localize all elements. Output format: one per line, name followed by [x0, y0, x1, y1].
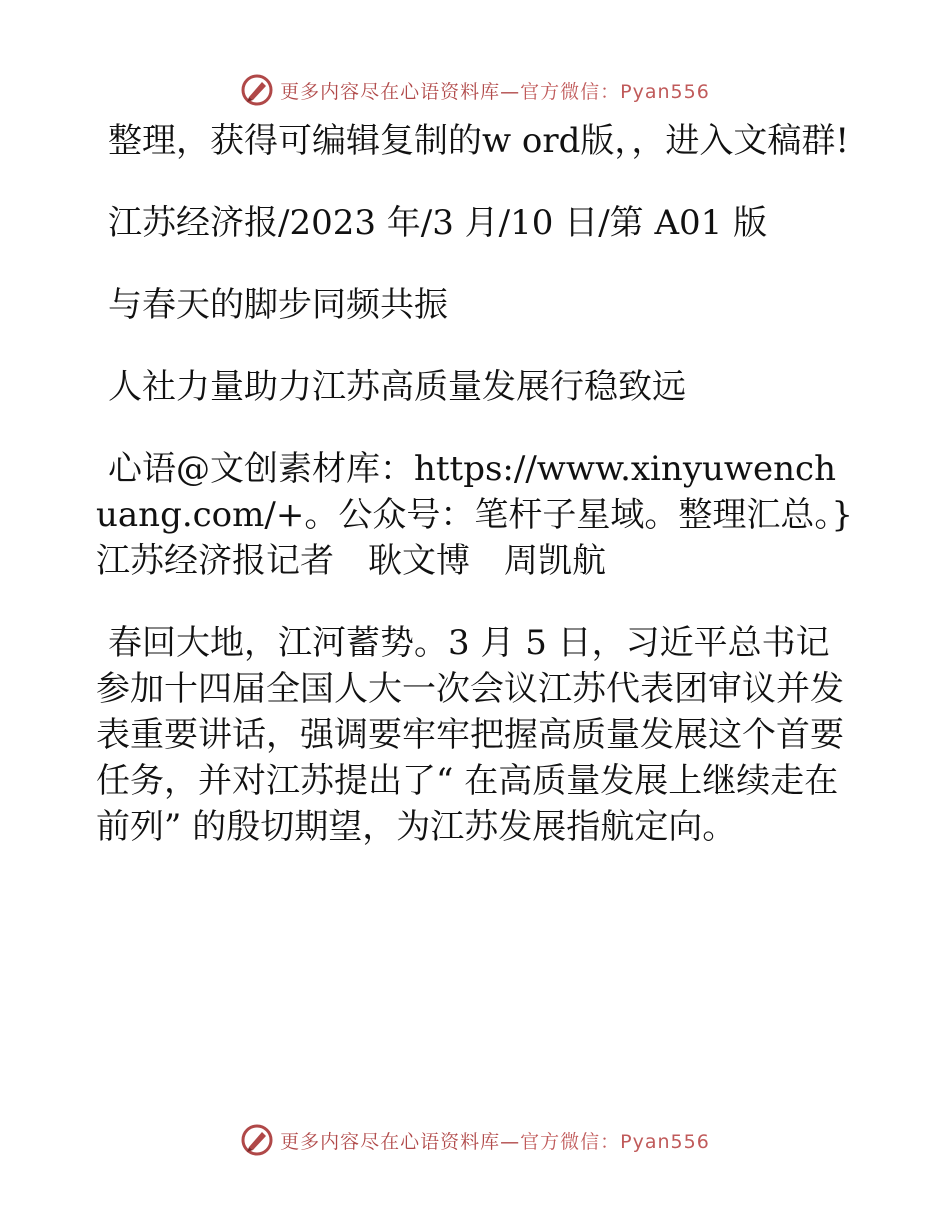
pen-logo-icon: [240, 1123, 274, 1157]
byline: 心语@文创素材库：https://www.xinyuwenchuang.com/+。公众号：笔杆子星域。整理汇总。}江苏经济报记者 耿文博 周凯航: [96, 449, 853, 581]
intro-note: 整理，获得可编辑复制的w ord版，，进入文稿群!: [108, 121, 850, 161]
watermark-text: 更多内容尽在心语资料库—官方微信：Pyan556: [280, 1130, 710, 1153]
watermark-text: 更多内容尽在心语资料库—官方微信：Pyan556: [280, 80, 710, 103]
document-body: [96, 118, 856, 850]
headline: 与春天的脚步同频共振: [108, 285, 448, 325]
pen-logo-icon: [240, 73, 274, 107]
body-paragraph: 春回大地，江河蓄势。3 月 5 日，习近平总书记参加十四届全国人大一次会议江苏代表团审议并发表重要讲话，强调要牢牢把握高质量发展这个首要任务，并对江苏提出了“ 在高质量发展上继续走在前列” 的殷切期望，为江苏发展指航定向。: [96, 623, 844, 847]
source-line: 江苏经济报/2023 年/3 月/10 日/第 A01 版: [108, 203, 768, 243]
header-watermark: [0, 70, 950, 110]
sub-headline: 人社力量助力江苏高质量发展行稳致远: [108, 367, 686, 407]
footer-watermark: [0, 1120, 950, 1160]
